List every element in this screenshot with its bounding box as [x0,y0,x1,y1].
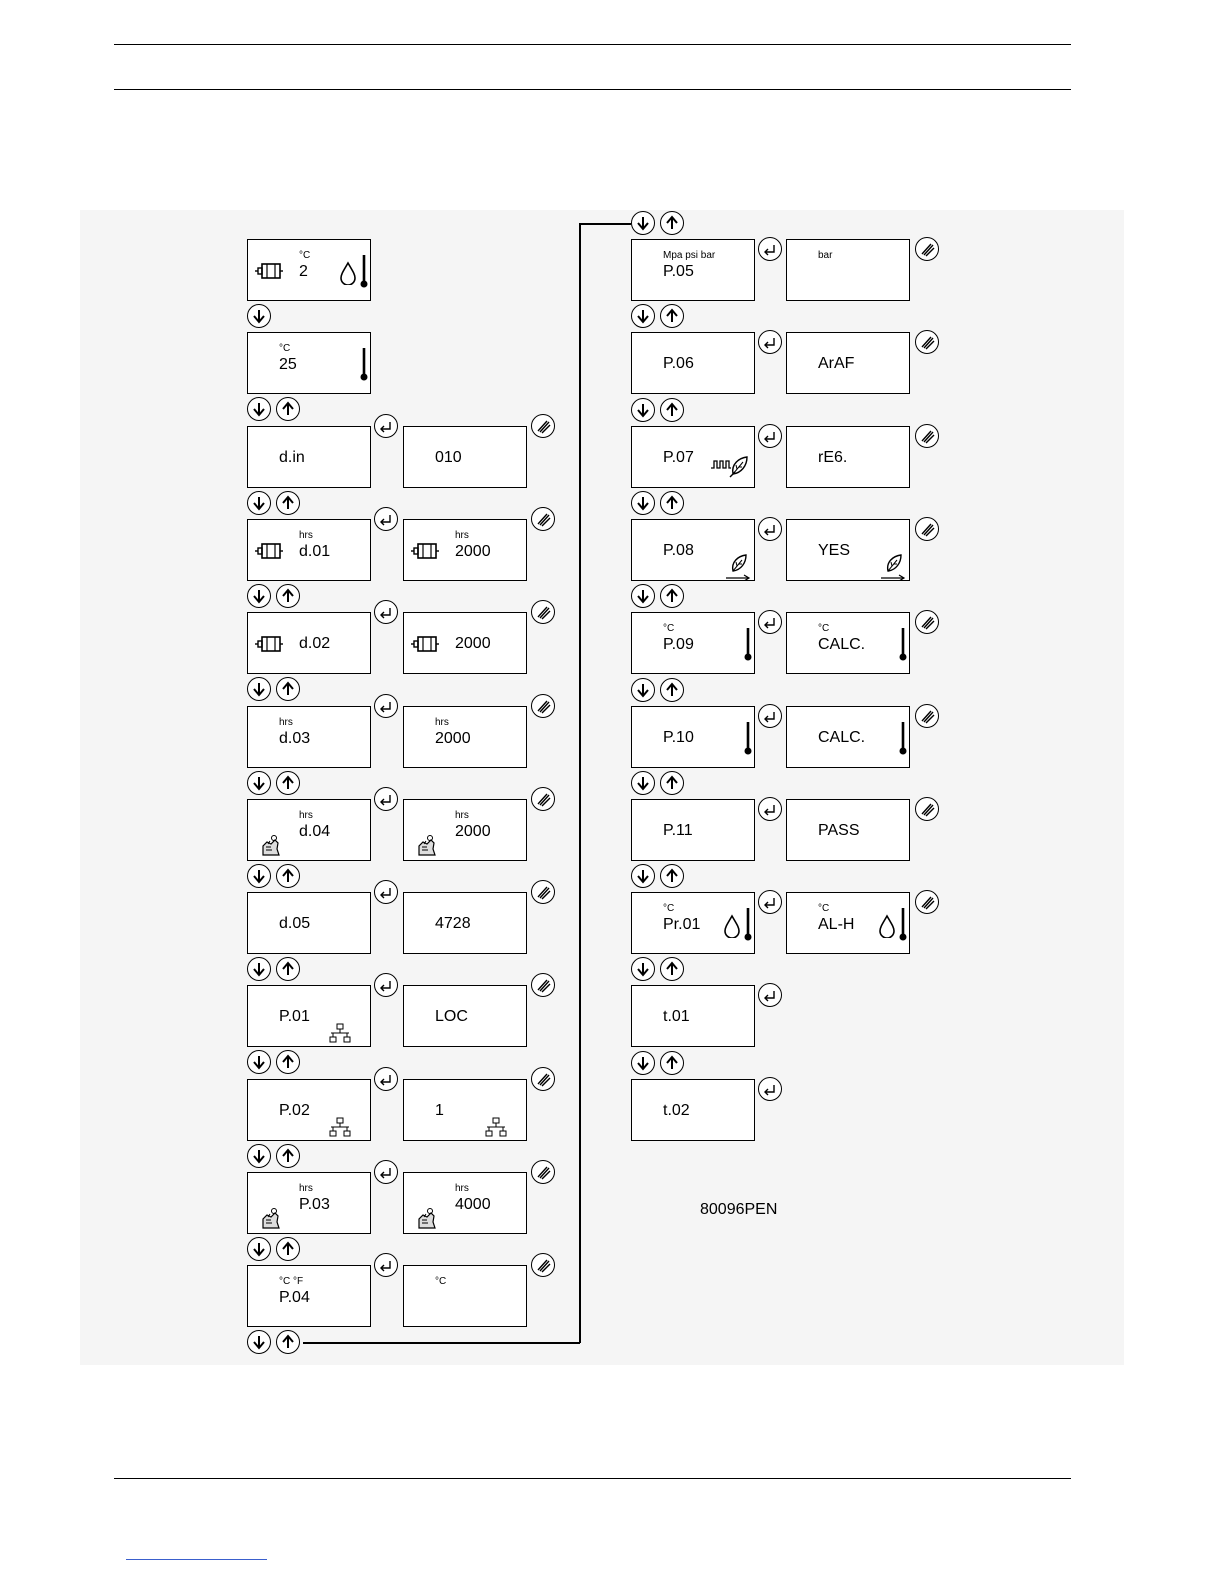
arrow-down-icon [251,588,267,604]
enter-icon [762,894,778,910]
service-icon [415,1206,437,1230]
screen-left-10-unit: hrs [299,1183,313,1194]
arrow-down-icon [251,401,267,417]
header-rule-top [114,44,1071,45]
service-icon [259,833,281,857]
up-button[interactable] [276,584,300,608]
arrow-down-icon [635,961,651,977]
enter-icon [378,1071,394,1087]
motor-icon [255,634,285,654]
value-right-3-label: YES [818,542,851,559]
screen-left-11-unit: °C °F [279,1276,304,1287]
escape-button[interactable] [531,600,555,624]
value-left-7-label: 4728 [435,915,471,932]
arrow-down-icon [251,775,267,791]
arrow-up-icon [664,682,680,698]
leaf-arrow-icon [880,551,906,581]
footer-link-underline [126,1559,267,1560]
drop-icon [723,914,741,938]
value-left-3-unit: hrs [455,530,469,541]
arrow-up-icon [280,961,296,977]
screen-right-6-label: P.11 [663,822,693,839]
thermometer-icon [898,626,908,662]
arrow-down-icon [251,868,267,884]
down-button[interactable] [247,1050,271,1074]
footer-rule [114,1478,1071,1479]
value-left-10-unit: hrs [455,1183,469,1194]
value-left-2 [403,426,527,488]
enter-icon [762,334,778,350]
arrow-down-icon [251,961,267,977]
down-button[interactable] [247,491,271,515]
down-button[interactable] [247,1330,271,1354]
arrow-up-icon [664,961,680,977]
arrow-down-icon [251,1241,267,1257]
up-button[interactable] [660,398,684,422]
value-right-0 [786,239,910,301]
screen-left-2-label: d.in [279,449,305,466]
screen-left-11-label: P.04 [279,1289,310,1306]
arrow-down-icon [251,1054,267,1070]
escape-icon [535,1257,551,1273]
up-button[interactable] [660,957,684,981]
screen-right-0-unit: Mpa psi bar [663,250,716,261]
enter-button[interactable] [374,1160,398,1184]
arrow-up-icon [280,1241,296,1257]
escape-icon [919,334,935,350]
drop-icon [339,261,357,285]
arrow-up-icon [664,1055,680,1071]
arrow-down-icon [635,402,651,418]
up-button[interactable] [660,211,684,235]
value-left-11-unit: °C [435,1276,447,1287]
arrow-down-icon [635,775,651,791]
screen-left-6-unit: hrs [299,810,313,821]
arrow-down-icon [251,495,267,511]
value-left-10-label: 4000 [455,1196,491,1213]
screen-left-0-label: 2 [299,263,308,280]
value-left-6-label: 2000 [455,823,491,840]
escape-button[interactable] [531,1253,555,1277]
enter-button[interactable] [374,973,398,997]
arrow-down-icon [251,308,267,324]
enter-icon [378,791,394,807]
screen-left-9-label: P.02 [279,1102,310,1119]
screen-left-4-label: d.02 [299,635,331,652]
enter-icon [378,1164,394,1180]
escape-icon [535,1164,551,1180]
down-button[interactable] [247,957,271,981]
escape-icon [535,791,551,807]
escape-button[interactable] [531,1160,555,1184]
arrow-down-icon [635,682,651,698]
escape-icon [919,801,935,817]
enter-icon [762,801,778,817]
arrow-up-icon [280,588,296,604]
arrow-down-icon [251,1148,267,1164]
enter-button[interactable] [758,983,782,1007]
enter-button[interactable] [374,1067,398,1091]
value-right-1-label: ArAF [818,355,855,372]
up-button[interactable] [276,1050,300,1074]
up-button[interactable] [660,491,684,515]
down-button[interactable] [631,864,655,888]
down-button[interactable] [631,211,655,235]
screen-right-8 [631,985,755,1047]
connector-vertical [579,223,581,1343]
escape-button[interactable] [531,1067,555,1091]
escape-icon [919,521,935,537]
enter-button[interactable] [758,424,782,448]
value-left-11 [403,1265,527,1327]
down-button[interactable] [631,1051,655,1075]
thermometer-icon [898,906,908,942]
screen-right-2-label: P.07 [663,449,694,466]
figure-id: 80096PEN [700,1201,778,1218]
screen-right-7-unit: °C [663,903,675,914]
arrow-up-icon [664,308,680,324]
value-left-5-label: 2000 [435,730,471,747]
down-button[interactable] [247,864,271,888]
escape-button[interactable] [915,610,939,634]
screen-left-1-unit: °C [279,343,291,354]
enter-icon [762,614,778,630]
arrow-up-icon [664,588,680,604]
value-left-9-label: 1 [435,1102,444,1119]
thermometer-icon [743,720,753,756]
screen-left-6-label: d.04 [299,823,331,840]
enter-button[interactable] [374,414,398,438]
arrow-up-icon [280,1334,296,1350]
escape-icon [919,428,935,444]
network-icon [329,1023,351,1045]
value-left-8-label: LOC [435,1008,468,1025]
escape-icon [919,894,935,910]
screen-right-3-label: P.08 [663,542,694,559]
screen-right-5-label: P.10 [663,729,694,746]
enter-icon [762,708,778,724]
escape-button[interactable] [531,973,555,997]
enter-button[interactable] [758,704,782,728]
escape-button[interactable] [531,694,555,718]
arrow-down-icon [635,495,651,511]
up-button[interactable] [276,1237,300,1261]
screen-left-0-unit: °C [299,250,311,261]
arrow-down-icon [635,308,651,324]
drop-icon [878,914,896,938]
enter-button[interactable] [758,1077,782,1101]
arrow-down-icon [251,1334,267,1350]
value-right-7-unit: °C [818,903,830,914]
escape-icon [919,241,935,257]
up-button[interactable] [660,771,684,795]
down-button[interactable] [247,397,271,421]
enter-button[interactable] [374,600,398,624]
enter-icon [378,1257,394,1273]
escape-button[interactable] [531,414,555,438]
screen-left-10-label: P.03 [299,1196,330,1213]
escape-button[interactable] [531,880,555,904]
thermometer-icon [743,906,753,942]
enter-button[interactable] [374,507,398,531]
value-left-6-unit: hrs [455,810,469,821]
down-button[interactable] [247,304,271,328]
escape-icon [535,1071,551,1087]
enter-button[interactable] [374,787,398,811]
screen-right-4-label: P.09 [663,636,694,653]
enter-button[interactable] [758,797,782,821]
up-button[interactable] [276,957,300,981]
arrow-up-icon [280,681,296,697]
screen-left-3-unit: hrs [299,530,313,541]
screen-right-6 [631,799,755,861]
screen-left-7-label: d.05 [279,915,311,932]
up-button[interactable] [660,584,684,608]
header-rule-bottom [114,89,1071,90]
value-right-5-label: CALC. [818,729,866,746]
up-button[interactable] [276,677,300,701]
value-right-2-label: rE6. [818,449,848,466]
screen-left-2 [247,426,371,488]
connector-horizontal-top [579,223,631,225]
pulse-icon [711,458,731,470]
value-left-2-label: 010 [435,449,462,466]
arrow-up-icon [664,402,680,418]
down-button[interactable] [631,584,655,608]
up-button[interactable] [660,1051,684,1075]
arrow-down-icon [635,215,651,231]
diagram-panel [80,210,1124,1365]
escape-icon [919,614,935,630]
value-left-4-label: 2000 [455,635,491,652]
leaf-arrow-icon [725,551,751,581]
escape-icon [535,604,551,620]
arrow-up-icon [280,401,296,417]
arrow-down-icon [635,1055,651,1071]
escape-button[interactable] [915,330,939,354]
enter-button[interactable] [374,1253,398,1277]
value-right-4-label: CALC. [818,636,866,653]
down-button[interactable] [247,1237,271,1261]
enter-icon [378,977,394,993]
escape-icon [535,698,551,714]
screen-left-5-unit: hrs [279,717,293,728]
enter-icon [378,418,394,434]
enter-button[interactable] [374,694,398,718]
screen-left-1-label: 25 [279,356,297,373]
enter-button[interactable] [758,517,782,541]
thermometer-icon [743,626,753,662]
leaf-icon [729,454,749,478]
service-icon [259,1206,281,1230]
enter-icon [378,698,394,714]
screen-right-9 [631,1079,755,1141]
motor-icon [255,541,285,561]
up-button[interactable] [276,397,300,421]
enter-icon [762,241,778,257]
up-button[interactable] [276,1330,300,1354]
escape-icon [535,884,551,900]
enter-button[interactable] [758,237,782,261]
motor-icon [411,541,441,561]
motor-icon [411,634,441,654]
screen-left-3-label: d.01 [299,543,331,560]
screen-right-0-label: P.05 [663,263,694,280]
arrow-down-icon [635,868,651,884]
arrow-up-icon [280,495,296,511]
up-button[interactable] [660,678,684,702]
value-left-5-unit: hrs [435,717,449,728]
enter-icon [378,511,394,527]
value-right-7-label: AL-H [818,916,855,933]
enter-button[interactable] [374,880,398,904]
arrow-up-icon [664,215,680,231]
value-left-3-label: 2000 [455,543,491,560]
thermometer-icon [359,253,369,289]
arrow-up-icon [280,1148,296,1164]
escape-button[interactable] [915,797,939,821]
screen-right-7-label: Pr.01 [663,916,701,933]
escape-button[interactable] [915,237,939,261]
escape-button[interactable] [915,424,939,448]
arrow-up-icon [664,495,680,511]
down-button[interactable] [631,304,655,328]
up-button[interactable] [660,304,684,328]
up-button[interactable] [276,864,300,888]
enter-button[interactable] [758,890,782,914]
arrow-up-icon [664,868,680,884]
down-button[interactable] [631,491,655,515]
up-button[interactable] [276,1144,300,1168]
screen-left-5-label: d.03 [279,730,311,747]
escape-icon [535,977,551,993]
escape-icon [535,418,551,434]
screen-left-1 [247,332,371,394]
arrow-down-icon [251,681,267,697]
up-button[interactable] [660,864,684,888]
enter-icon [762,987,778,1003]
screen-right-1-label: P.06 [663,355,694,372]
thermometer-icon [898,720,908,756]
value-right-2 [786,426,910,488]
escape-icon [535,511,551,527]
down-button[interactable] [631,771,655,795]
value-left-9 [403,1079,527,1141]
screen-right-9-label: t.02 [663,1102,690,1119]
arrow-up-icon [664,775,680,791]
screen-left-8-label: P.01 [279,1008,310,1025]
enter-button[interactable] [758,610,782,634]
down-button[interactable] [631,678,655,702]
down-button[interactable] [247,677,271,701]
enter-icon [762,1081,778,1097]
escape-button[interactable] [531,507,555,531]
arrow-up-icon [280,868,296,884]
enter-icon [378,884,394,900]
enter-icon [762,428,778,444]
motor-icon [255,261,285,281]
network-icon [329,1117,351,1139]
escape-button[interactable] [531,787,555,811]
down-button[interactable] [631,957,655,981]
value-right-4-unit: °C [818,623,830,634]
screen-right-4-unit: °C [663,623,675,634]
enter-button[interactable] [758,330,782,354]
escape-button[interactable] [915,704,939,728]
down-button[interactable] [247,1144,271,1168]
escape-button[interactable] [915,890,939,914]
arrow-down-icon [635,588,651,604]
connector-horizontal-bottom [303,1342,580,1344]
thermometer-icon [359,346,369,382]
up-button[interactable] [276,771,300,795]
enter-icon [762,521,778,537]
arrow-up-icon [280,1054,296,1070]
down-button[interactable] [247,584,271,608]
down-button[interactable] [631,398,655,422]
arrow-up-icon [280,775,296,791]
up-button[interactable] [276,491,300,515]
screen-right-8-label: t.01 [663,1008,690,1025]
value-right-6-label: PASS [818,822,860,839]
value-right-0-unit: bar [818,250,833,261]
escape-button[interactable] [915,517,939,541]
enter-icon [378,604,394,620]
service-icon [415,833,437,857]
network-icon [485,1117,507,1139]
down-button[interactable] [247,771,271,795]
escape-icon [919,708,935,724]
